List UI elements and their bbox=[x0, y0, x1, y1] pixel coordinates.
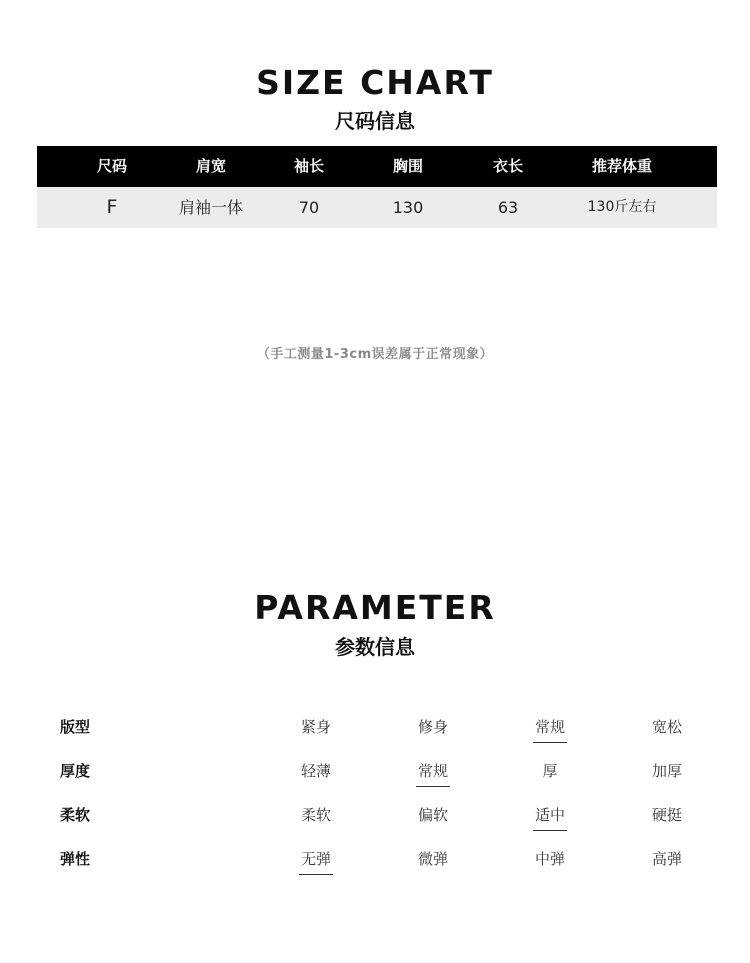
size-table bbox=[37, 146, 717, 228]
parameter-option: 加厚 bbox=[651, 762, 683, 780]
parameter-option-selected: 常规 bbox=[416, 756, 450, 787]
parameter-option: 中弹 bbox=[534, 850, 566, 868]
parameter-label: 厚度 bbox=[60, 762, 91, 780]
parameter-row bbox=[0, 844, 750, 888]
value-size: F bbox=[106, 196, 118, 218]
parameter-option: 厚 bbox=[542, 762, 558, 780]
header-weight: 推荐体重 bbox=[591, 157, 653, 175]
header-shoulder: 肩宽 bbox=[195, 157, 227, 175]
size-chart-title: SIZE CHART bbox=[256, 63, 494, 102]
value-sleeve: 70 bbox=[298, 198, 320, 217]
header-chest: 胸围 bbox=[392, 157, 424, 175]
parameter-list bbox=[0, 712, 750, 888]
parameter-option-selected: 无弹 bbox=[299, 844, 333, 875]
size-table-row bbox=[37, 187, 717, 228]
parameter-option: 宽松 bbox=[651, 718, 683, 736]
value-chest: 130 bbox=[392, 198, 424, 217]
parameter-option: 轻薄 bbox=[300, 762, 332, 780]
size-chart-subtitle: 尺码信息 bbox=[335, 109, 415, 133]
parameter-option: 修身 bbox=[417, 718, 449, 736]
value-shoulder: 肩袖一体 bbox=[178, 198, 244, 217]
parameter-option: 紧身 bbox=[300, 718, 332, 736]
parameter-option-selected: 适中 bbox=[533, 800, 567, 831]
parameter-title: PARAMETER bbox=[254, 588, 496, 627]
parameter-option: 高弹 bbox=[651, 850, 683, 868]
header-length: 衣长 bbox=[492, 157, 524, 175]
parameter-option-selected: 常规 bbox=[533, 712, 567, 743]
parameter-row bbox=[0, 756, 750, 800]
parameter-option: 硬挺 bbox=[651, 806, 683, 824]
measurement-note: （手工测量1-3cm误差属于正常现象） bbox=[256, 347, 494, 362]
parameter-subtitle: 参数信息 bbox=[335, 635, 415, 659]
parameter-label: 弹性 bbox=[60, 850, 91, 868]
parameter-label: 柔软 bbox=[60, 806, 91, 824]
parameter-label: 版型 bbox=[60, 718, 91, 736]
value-weight: 130斤左右 bbox=[587, 199, 657, 215]
value-length: 63 bbox=[497, 198, 519, 217]
parameter-row bbox=[0, 800, 750, 844]
parameter-row bbox=[0, 712, 750, 756]
size-table-header bbox=[37, 146, 717, 187]
parameter-option: 微弹 bbox=[417, 850, 449, 868]
header-sleeve: 袖长 bbox=[293, 157, 325, 175]
header-size: 尺码 bbox=[96, 157, 128, 175]
parameter-option: 偏软 bbox=[417, 806, 449, 824]
parameter-option: 柔软 bbox=[300, 806, 332, 824]
